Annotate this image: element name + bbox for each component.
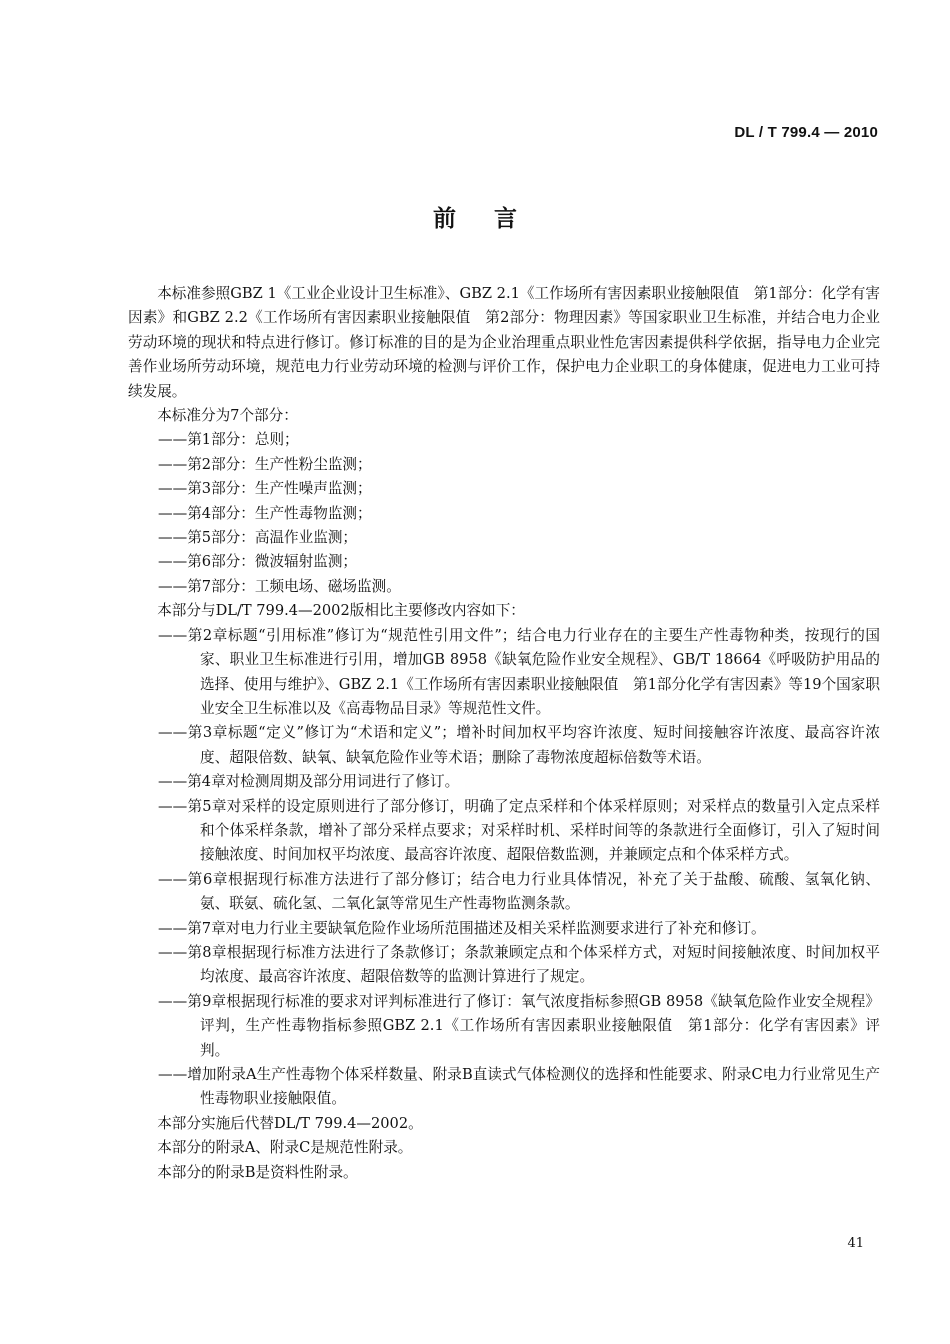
change-item: ——第9章根据现行标准的要求对评判标准进行了修订：氧气浓度指标参照GB 8958《缺氧危险作业安全规程》评判，生产性毒物指标参照GBZ 2.1《工作场所有害因素职业接触限值 第1部分：化学有害因素》评判。 xyxy=(158,992,880,1059)
change-item: ——第4章对检测周期及部分用词进行了修订。 xyxy=(158,773,460,791)
part-item: ——第7部分：工频电场、磁场监测。 xyxy=(158,577,401,595)
parts-intro: 本标准分为7个部分： xyxy=(157,407,298,425)
closing-line: 本部分实施后代替DL/T 799.4—2002。 xyxy=(157,1114,423,1132)
page-title: 前言 xyxy=(433,206,555,232)
part-item: ——第6部分：微波辐射监测； xyxy=(158,553,358,571)
change-item: ——第7章对电力行业主要缺氧危险作业场所范围描述及相关采样监测要求进行了补充和修订。 xyxy=(158,919,766,937)
part-item: ——第5部分：高温作业监测； xyxy=(158,529,358,547)
page-number: 41 xyxy=(847,1236,864,1251)
part-item: ——第1部分：总则； xyxy=(158,431,299,449)
part-item: ——第4部分：生产性毒物监测； xyxy=(158,504,372,522)
change-item: ——第5章对采样的设定原则进行了部分修订，明确了定点采样和个体采样原则；对采样点的数量引入定点采样和个体采样条款，增补了部分采样点要求；对采样时机、采样时间等的条款进行全面修订，引入了短时间接触浓度、时间加权平均浓度、最高容许浓度、超限倍数监测，并兼顾定点和个体采样方式。 xyxy=(158,797,880,864)
closing-line: 本部分的附录A、附录C是规范性附录。 xyxy=(157,1139,413,1157)
part-item: ——第2部分：生产性粉尘监测； xyxy=(158,455,372,473)
change-item: ——第8章根据现行标准方法进行了条款修订；条款兼顾定点和个体采样方式，对短时间接触浓度、时间加权平均浓度、最高容许浓度、超限倍数等的监测计算进行了规定。 xyxy=(158,943,880,986)
part-item: ——第3部分：生产性噪声监测； xyxy=(158,480,372,498)
document-body xyxy=(128,282,880,1185)
change-item: ——增加附录A生产性毒物个体采样数量、附录B直读式气体检测仪的选择和性能要求、附录C电力行业常见生产性毒物职业接触限值。 xyxy=(158,1066,880,1108)
change-item: ——第6章根据现行标准方法进行了部分修订；结合电力行业具体情况，补充了关于盐酸、硫酸、氢氧化钠、氨、联氨、硫化氢、二氧化氯等常见生产性毒物监测条款。 xyxy=(158,870,880,913)
change-item: ——第2章标题“引用标准”修订为“规范性引用文件”；结合电力行业存在的主要生产性毒物种类，按现行的国家、职业卫生标准进行引用，增加GB 8958《缺氧危险作业安全规程》、GB/T 18664《呼吸防护用品的选择、使用与维护》、GBZ 2.1《工作场所有害因素职业接触限值 第1部分化学有害因素》等19个国家职业安全卫生标准以及《高毒物品目录》等规范性文件。 xyxy=(158,626,880,717)
change-item: ——第3章标题“定义”修订为“术语和定义”；增补时间加权平均容许浓度、短时间接触容许浓度、最高容许浓度、超限倍数、缺氧、缺氧危险作业等术语；删除了毒物浓度超标倍数等术语。 xyxy=(158,724,880,766)
standard-code: DL / T 799.4 — 2010 xyxy=(734,124,878,141)
intro-paragraph: 本标准参照GBZ 1《工业企业设计卫生标准》、GBZ 2.1《工作场所有害因素职业接触限值 第1部分：化学有害因素》和GBZ 2.2《工作场所有害因素职业接触限值 第2部分：物理因素》等国家职业卫生标准，并结合电力企业劳动环境的现状和特点进行修订。修订标准的目的是为企业治理重点职业性危害因素提供科学依据，指导电力企业完善作业场所劳动环境，规范电力行业劳动环境的检测与评价工作，保护电力企业职工的身体健康，促进电力工业可持续发展。 xyxy=(128,285,880,400)
closing-line: 本部分的附录B是资料性附录。 xyxy=(157,1163,358,1181)
changes-intro: 本部分与DL/T 799.4—2002版相比主要修改内容如下： xyxy=(157,602,525,620)
